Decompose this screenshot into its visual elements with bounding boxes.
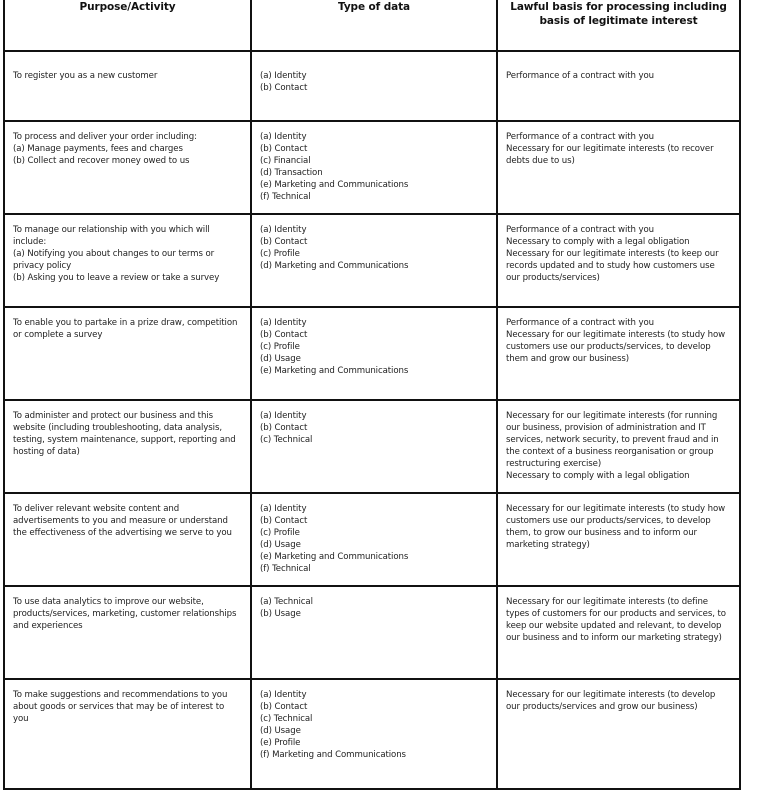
type-of-data-cell-line: (e) Profile	[260, 738, 301, 748]
type-of-data-cell-line: (d) Usage	[260, 354, 301, 364]
table-header-row	[3, 0, 741, 52]
lawful-basis-cell-line: Necessary to comply with a legal obligation	[506, 237, 690, 247]
type-of-data-cell-line: (d) Marketing and Communications	[260, 261, 409, 271]
type-of-data-cell-line: (d) Usage	[260, 726, 301, 736]
table-body	[3, 52, 741, 790]
purpose-cell	[5, 401, 250, 492]
type-of-data-cell	[250, 401, 496, 492]
table-row	[3, 308, 741, 401]
lawful-basis-cell-line: Necessary for our legitimate interests (to study how customers use our products/services, to develop them and grow our business)	[506, 330, 726, 364]
type-of-data-cell-line: (d) Usage	[260, 540, 301, 550]
type-of-data-cell-line: (a) Technical	[260, 597, 313, 607]
table-row	[3, 52, 741, 122]
type-of-data-cell	[250, 587, 496, 678]
type-of-data-cell-line: (a) Identity	[260, 132, 307, 142]
type-of-data-cell-line: (a) Identity	[260, 411, 307, 421]
type-of-data-cell	[250, 308, 496, 399]
type-of-data-cell-line: (e) Marketing and Communications	[260, 180, 409, 190]
type-of-data-cell-line: (b) Contact	[260, 83, 308, 93]
type-of-data-cell-line: (b) Contact	[260, 423, 308, 433]
purpose-cell-line: To process and deliver your order including:	[13, 132, 197, 142]
lawful-basis-cell	[496, 122, 739, 213]
type-of-data-cell	[250, 494, 496, 585]
type-of-data-cell-line: (f) Marketing and Communications	[260, 750, 406, 760]
purpose-cell-line: To enable you to partake in a prize draw, competition or complete a survey	[13, 318, 238, 340]
type-of-data-cell-line: (a) Identity	[260, 690, 307, 700]
lawful-basis-cell-line: Performance of a contract with you	[506, 318, 654, 328]
type-of-data-cell	[250, 680, 496, 788]
purpose-cell-line: To make suggestions and recommendations to you about goods or services that may be of interest to you	[13, 690, 228, 724]
type-of-data-cell-line: (b) Contact	[260, 702, 308, 712]
type-of-data-cell-line: (b) Contact	[260, 330, 308, 340]
table-row	[3, 215, 741, 308]
type-of-data-cell-line: (b) Usage	[260, 609, 301, 619]
type-of-data-cell	[250, 215, 496, 306]
type-of-data-cell-line: (f) Technical	[260, 564, 311, 574]
lawful-basis-cell	[496, 52, 739, 120]
purpose-cell-line: To deliver relevant website content and advertisements to you and measure or understand the effectiveness of the advertising we serve to you	[13, 504, 232, 538]
lawful-basis-cell	[496, 215, 739, 306]
type-of-data-cell	[250, 52, 496, 120]
type-of-data-cell-line: (a) Identity	[260, 225, 307, 235]
purpose-cell-line: To use data analytics to improve our website, products/services, marketing, customer relationships and experiences	[13, 597, 237, 631]
purpose-cell	[5, 680, 250, 788]
purpose-cell	[5, 215, 250, 306]
type-of-data-cell-line: (c) Technical	[260, 714, 313, 724]
type-of-data-cell-line: (a) Identity	[260, 318, 307, 328]
type-of-data-cell-line: (a) Identity	[260, 504, 307, 514]
purpose-cell-line: (a) Manage payments, fees and charges	[13, 144, 183, 154]
type-of-data-cell-line: (e) Marketing and Communications	[260, 366, 409, 376]
lawful-basis-cell	[496, 680, 739, 788]
purpose-cell-line: (b) Collect and recover money owed to us	[13, 156, 190, 166]
purpose-cell-line: (b) Asking you to leave a review or take a survey	[13, 273, 220, 283]
header-type-of-data: Type of data	[250, 0, 496, 50]
table-row	[3, 401, 741, 494]
lawful-basis-cell-line: Performance of a contract with you	[506, 71, 654, 81]
type-of-data-cell-line: (f) Technical	[260, 192, 311, 202]
purpose-cell-line: To manage our relationship with you which will include:	[13, 225, 210, 247]
lawful-basis-cell-line: Necessary to comply with a legal obligation	[506, 471, 690, 481]
lawful-basis-cell-line: Necessary for our legitimate interests (to define types of customers for our products and services, to keep our website updated and relevant, to develop our business and to inform our marketing strategy)	[506, 597, 726, 643]
type-of-data-cell	[250, 122, 496, 213]
lawful-basis-cell-line: Necessary for our legitimate interests (to study how customers use our products/services, to develop them, to grow our business and to inform our marketing strategy)	[506, 504, 726, 550]
type-of-data-cell-line: (b) Contact	[260, 516, 308, 526]
lawful-basis-cell-line: Performance of a contract with you	[506, 132, 654, 142]
purpose-cell	[5, 52, 250, 120]
purpose-cell	[5, 494, 250, 585]
lawful-basis-cell-line: Necessary for our legitimate interests (for running our business, provision of administration and IT services, network security, to prevent fraud and in the context of a business reorganisation or group restructuring exercise)	[506, 411, 719, 469]
lawful-basis-cell-line: Necessary for our legitimate interests (to develop our products/services and grow our business)	[506, 690, 716, 712]
lawful-basis-cell-line: Necessary for our legitimate interests (to recover debts due to us)	[506, 144, 714, 166]
purpose-cell	[5, 122, 250, 213]
type-of-data-cell-line: (b) Contact	[260, 237, 308, 247]
type-of-data-cell-line: (c) Profile	[260, 342, 300, 352]
table-row	[3, 122, 741, 215]
type-of-data-cell-line: (a) Identity	[260, 71, 307, 81]
header-purpose: Purpose/Activity	[79, 1, 176, 13]
lawful-basis-cell	[496, 401, 739, 492]
purpose-cell-line: (a) Notifying you about changes to our terms or privacy policy	[13, 249, 215, 271]
lawful-basis-cell	[496, 587, 739, 678]
lawful-basis-cell-line: Performance of a contract with you	[506, 225, 654, 235]
type-of-data-cell-line: (c) Profile	[260, 249, 300, 259]
purpose-cell-line: To administer and protect our business and this website (including troubleshooting, data analysis, testing, system maintenance, support, reporting and hosting of data)	[13, 411, 236, 457]
table-row	[3, 680, 741, 790]
purpose-cell-line: To register you as a new customer	[13, 71, 158, 81]
table-row	[3, 587, 741, 680]
type-of-data-cell-line: (c) Financial	[260, 156, 311, 166]
type-of-data-cell-line: (c) Profile	[260, 528, 300, 538]
table-row	[3, 494, 741, 587]
type-of-data-cell-line: (c) Technical	[260, 435, 313, 445]
purpose-cell	[5, 308, 250, 399]
header-lawful-basis: Lawful basis for processing including basis of legitimate interest	[496, 0, 739, 50]
lawful-basis-cell	[496, 308, 739, 399]
type-of-data-cell-line: (b) Contact	[260, 144, 308, 154]
lawful-basis-cell	[496, 494, 739, 585]
type-of-data-cell-line: (d) Transaction	[260, 168, 323, 178]
lawful-basis-cell-line: Necessary for our legitimate interests (to keep our records updated and to study how customers use our products/services)	[506, 249, 719, 283]
type-of-data-cell-line: (e) Marketing and Communications	[260, 552, 409, 562]
purpose-cell	[5, 587, 250, 678]
data-processing-table	[3, 0, 741, 790]
